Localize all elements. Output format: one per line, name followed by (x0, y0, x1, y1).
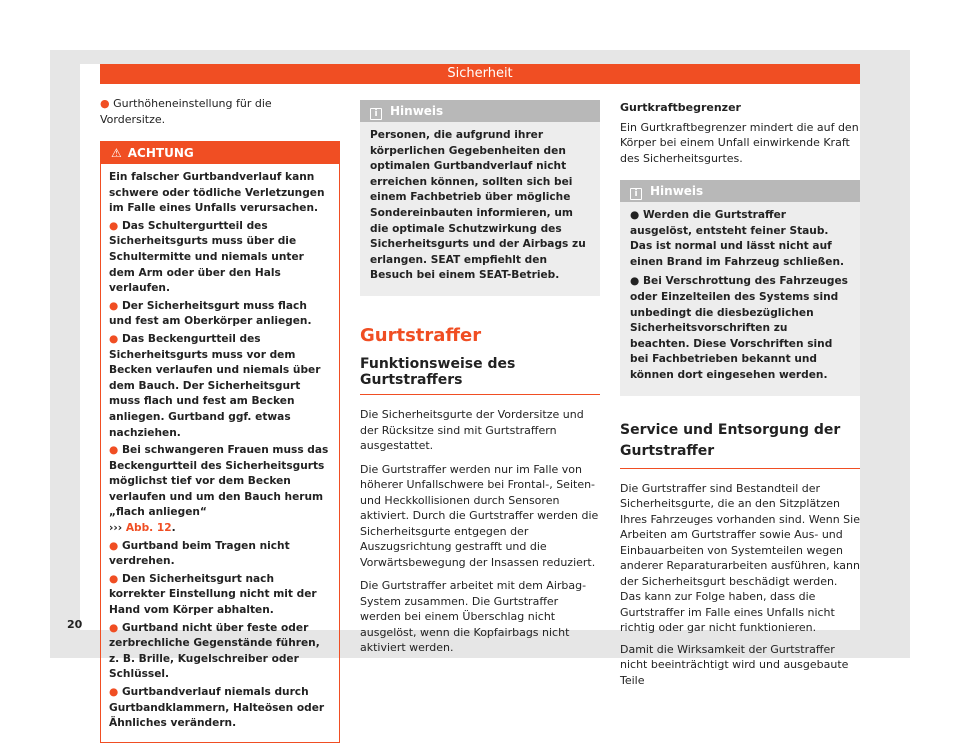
warning-intro: Ein falscher Gurtbandverlauf kann schwere oder tödliche Verletzungen im Falle eines Unfalls verursachen. (109, 171, 325, 215)
column-left (100, 96, 340, 743)
page-number: 20 (67, 618, 83, 631)
paragraph: Die Gurtstraffer sind Bestandteil der Sicherheitsgurte, die an den Sitzplätzen Ihres Fahrzeuges vorhanden sind. Wenn Sie Arbeiten am Gurtstraffer sowie Aus- und Einbauarbeiten von Systemteilen wegen anderer Reparaturarbeiten ausführen, kann der Sicherheitsgurt beschädigt werden. Das kann zur Folge haben, dass die Gurtstraffer im Falle eines Unfalls nicht richtig oder gar nicht funktionieren. (620, 481, 860, 635)
warning-item: ● Gurtbandverlauf niemals durch Gurtbandklammern, Halteösen oder Ähnliches verändern. (109, 686, 325, 730)
topic-title: Gurtkraftbegrenzer (620, 101, 741, 114)
note-body (360, 122, 600, 296)
chapter-title: Sicherheit (447, 66, 513, 81)
note-box (360, 100, 600, 296)
bullet-dot-icon: ● (109, 686, 119, 698)
chapter-header (100, 64, 860, 84)
warning-item: ● Bei schwangeren Frauen muss das Beckengurtteil des Sicherheitsgurts möglichst tief vor dem Becken verlaufen und um den Bauch herum „flach anliegen“ ››› Abb. 12. (109, 444, 329, 535)
bullet-dot-icon: ● (109, 299, 119, 312)
paragraph: Die Sicherheitsgurte der Vordersitze und der Rücksitze sind mit Gurtstraffern ausgestattet. (360, 408, 584, 453)
info-icon: i (370, 108, 382, 120)
bullet-dot-icon: ● (630, 275, 640, 288)
warning-triangle-icon: ⚠ (111, 146, 122, 160)
subsection-title: Service und Entsorgung der Gurtstraffer (620, 420, 860, 469)
note-header: i Hinweis (620, 180, 860, 202)
warning-item: ● Den Sicherheitsgurt nach korrekter Einstellung nicht mit der Hand vom Körper abhalten. (109, 572, 317, 617)
body-text (360, 407, 600, 656)
paragraph: Ein Gurtkraftbegrenzer mindert die auf den Körper bei einem Unfall einwirkende Kraft des Sicherheitsgurtes. (620, 120, 859, 165)
figure-link[interactable]: Abb. 12 (125, 522, 172, 535)
bullet-dot-icon: ● (109, 444, 119, 457)
bullet-dot-icon: ● (630, 209, 640, 221)
body-text (620, 481, 860, 689)
bullet-dot-icon: ● (100, 97, 110, 110)
bullet-item: ● Gurthöheneinstellung für die Vordersitze. (100, 97, 272, 126)
warning-item: ● Das Beckengurtteil des Sicherheitsgurts muss vor dem Becken verlaufen und niemals über dem Bauch. Der Sicherheitsgurt muss flach und fest am Becken anliegen. Gurtband ggf. etwas nachziehen. (109, 332, 321, 439)
note-header: i Hinweis (360, 100, 600, 122)
note-box (620, 180, 860, 396)
bullet-dot-icon: ● (109, 621, 119, 634)
note-body (620, 202, 860, 396)
bullet-dot-icon: ● (109, 219, 119, 232)
paragraph: Damit die Wirksamkeit der Gurtstraffer nicht beeinträchtigt wird und ausgebaute Teile (620, 642, 849, 687)
note-item: ● Bei Verschrottung des Fahrzeuges oder Einzelteilen des Systems sind unbedingt die diesbezüglichen Sicherheitsvorschriften zu beachten. Diese Vorschriften sind bei Fachbetrieben bekannt und können dort eingesehen werden. (630, 275, 848, 381)
bullet-dot-icon: ● (109, 572, 119, 585)
section-title: Gurtstraffer (360, 324, 482, 346)
bullet-dot-icon: ● (109, 539, 119, 552)
column-middle (360, 100, 600, 664)
warning-item: ● Gurtband nicht über feste oder zerbrechliche Gegenstände führen, z. B. Brille, Kugelschreiber oder Schlüssel. (109, 621, 320, 681)
warning-item: ● Gurtband beim Tragen nicht verdrehen. (109, 539, 290, 568)
note-item: ● Werden die Gurtstraffer ausgelöst, entsteht feiner Staub. Das ist normal und lässt nicht auf einen Brand im Fahrzeug schließen. (630, 209, 845, 268)
warning-box (100, 141, 340, 743)
ref-prefix: ››› (109, 522, 123, 535)
warning-item: ● Der Sicherheitsgurt muss flach und fest am Oberkörper anliegen. (109, 299, 312, 328)
subsection-title: Funktionsweise des Gurtstraffers (360, 357, 600, 395)
paragraph: Die Gurtstraffer arbeitet mit dem Airbag-System zusammen. Die Gurtstraffer werden bei einem Überschlag nicht ausgelöst, wenn die Kopfairbags nicht aktiviert werden. (360, 579, 587, 655)
info-icon: i (630, 188, 642, 200)
bullet-dot-icon: ● (109, 332, 119, 345)
warning-body (101, 164, 339, 742)
warning-header: ⚠ ACHTUNG (101, 142, 339, 164)
column-right (620, 100, 860, 694)
paragraph: Die Gurtstraffer werden nur im Falle von höherer Unfallschwere bei Frontal-, Seiten- und Heckkollisionen durch Sensoren aktiviert. Durch die Gurtstraffer werden die Sicherheitsgurte entgegen der Auszugsrichtung gestrafft und die Vorwärtsbewegung der Insassen reduziert. (360, 462, 599, 569)
note-text: Personen, die aufgrund ihrer körperlichen Gegebenheiten den optimalen Gurtbandverlauf nicht erreichen können, sollten sich bei einem Fachbetrieb über mögliche Sondereinbauten informieren, um die optimale Schutzwirkung des Sicherheitsgurts und der Airbags zu erlangen. SEAT empfiehlt den Besuch bei einem SEAT-Betrieb. (370, 129, 586, 282)
warning-item: ● Das Schultergurtteil des Sicherheitsgurts muss über die Schultermitte und niemals unter dem Arm oder über den Hals verlaufen. (109, 219, 304, 295)
